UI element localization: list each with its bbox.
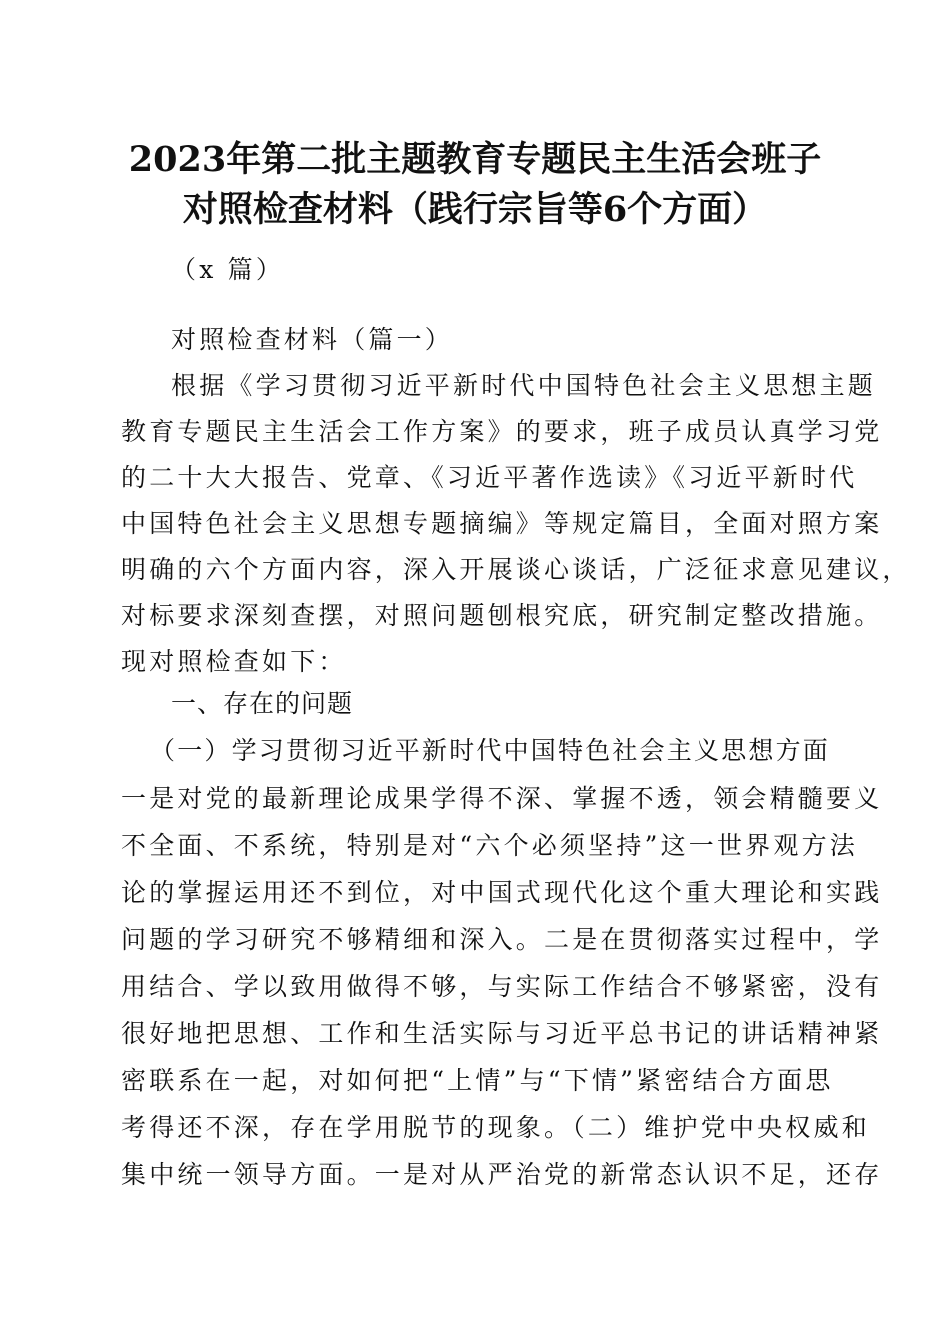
section-heading: 一、存在的问题	[171, 689, 354, 718]
count-note: （x 篇）	[171, 255, 285, 284]
paragraph-line: 现对照检查如下：	[121, 647, 347, 676]
paragraph-line: 对标要求深刻查摆，对照问题刨根究底，研究制定整改措施。	[121, 601, 883, 630]
paragraph-line: 集中统一领导方面。一是对从严治党的新常态认识不足，还存	[121, 1160, 883, 1189]
paragraph-line: 很好地把思想、工作和生活实际与习近平总书记的讲话精神紧	[121, 1019, 883, 1048]
paragraph-line: 问题的学习研究不够精细和深入。二是在贯彻落实过程中，学	[121, 925, 883, 954]
paragraph-line: 教育专题民主生活会工作方案》的要求，班子成员认真学习党	[121, 417, 883, 446]
paragraph-line: 论的掌握运用还不到位，对中国式现代化这个重大理论和实践	[121, 878, 883, 907]
paragraph-line: 用结合、学以致用做得不够，与实际工作结合不够紧密，没有	[121, 972, 883, 1001]
paragraph-line: 一是对党的最新理论成果学得不深、掌握不透，领会精髓要义	[121, 784, 883, 813]
document-subtitle: 对照检查材料（篇一）	[171, 325, 454, 354]
paragraph-line: 考得还不深，存在学用脱节的现象。（二）维护党中央权威和	[121, 1113, 870, 1142]
document-title-line-1: 2023年第二批主题教育专题民主生活会班子	[128, 139, 822, 180]
paragraph-line: 根据《学习贯彻习近平新时代中国特色社会主义思想主题	[171, 371, 877, 400]
paragraph-line: 不全面、不系统，特别是对“六个必须坚持”这一世界观方法	[121, 831, 858, 860]
paragraph-line: 明确的六个方面内容，深入开展谈心谈话，广泛征求意见建议，	[121, 555, 911, 584]
document-title-line-2: 对照检查材料（践行宗旨等6个方面）	[182, 189, 768, 230]
paragraph-line: 中国特色社会主义思想专题摘编》等规定篇目，全面对照方案	[121, 509, 883, 538]
paragraph-line: （一）学习贯彻习近平新时代中国特色社会主义思想方面	[150, 736, 831, 765]
paragraph-line: 密联系在一起，对如何把“上情”与“下情”紧密结合方面思	[121, 1066, 834, 1095]
paragraph-line: 的二十大大报告、党章、《习近平著作选读》《习近平新时代	[121, 463, 858, 492]
